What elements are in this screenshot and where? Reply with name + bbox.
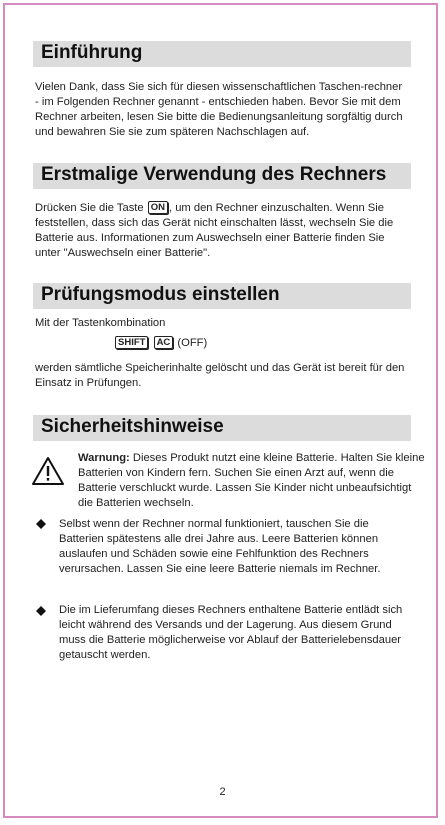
diamond-bullet-icon [36, 519, 46, 529]
off-label: (OFF) [177, 337, 208, 349]
section-header-first-use [33, 163, 411, 189]
safety-bullet-1: Selbst wenn der Rechner normal funktioniert, tauschen Sie die Batterien spätestens alle drei Jahre aus. Leere Batterien können auslaufen und Schäden sowie eine Fehlfunktion des Rechners verursachen. Lassen Sie eine leere Batterie niemals im Rechner. [59, 518, 381, 575]
section-title-first-use: Erstmalige Verwendung des Rechners [41, 164, 387, 185]
shift-key-icon: SHIFT [115, 336, 148, 349]
section-title-safety: Sicherheitshinweise [41, 416, 224, 437]
ac-key-icon: AC [154, 336, 174, 349]
key-combination [114, 336, 207, 351]
intro-paragraph: Vielen Dank, dass Sie sich für diesen wissenschaftlichen Taschen-rechner - im Folgenden Rechner genannt - entschieden haben. Bevor Sie mit dem Rechner arbeiten, lesen Sie bitte die Bedienungsanleitung sorgfältig durch und bewahren Sie sie zum späteren Nachschlagen auf. [35, 81, 403, 138]
first-use-text-after: , um den Rechner einzuschalten. Wenn Sie feststellen, dass sich das Gerät nicht einschalten lässt, wechseln Sie die Batterie aus. Informationen zum Auswechseln einer Batterie finden Sie unter "Auswechseln einer Batterie". [35, 202, 394, 259]
section-title-intro: Einführung [41, 42, 143, 63]
section-header-safety [33, 415, 411, 441]
page-number: 2 [219, 786, 226, 798]
first-use-paragraph [35, 201, 407, 261]
warning-label: Warnung: [78, 452, 130, 464]
warning-text: Dieses Produkt nutzt eine kleine Batterie. Halten Sie kleine Batterien von Kindern fern. Suchen Sie einen Arzt auf, wenn die Batterie verschluckt wurde. Lassen Sie Kinder nicht unbeaufsichtigt die Batterien wechseln. [78, 452, 425, 509]
warning-icon [31, 456, 65, 486]
exam-mode-paragraph: werden sämtliche Speicherinhalte gelöscht und das Gerät ist bereit für den Einsatz in Prüfungen. [35, 362, 405, 389]
exam-mode-intro: Mit der Tastenkombination [35, 317, 166, 329]
safety-bullet-2: Die im Lieferumfang dieses Rechners enthaltene Batterie entlädt sich leicht während des Versands und der Lagerung. Aus diesem Grund muss die Batterie möglicherweise vor Ablauf der Batterielebensdauer getauscht werden. [59, 604, 403, 661]
section-title-exam-mode: Prüfungsmodus einstellen [41, 284, 280, 305]
section-header-intro [33, 41, 411, 67]
section-header-exam-mode [33, 283, 411, 309]
on-key-icon: ON [148, 201, 168, 214]
warning-paragraph [78, 451, 428, 511]
diamond-bullet-icon [36, 606, 46, 616]
first-use-text-before: Drücken Sie die Taste [35, 202, 144, 214]
